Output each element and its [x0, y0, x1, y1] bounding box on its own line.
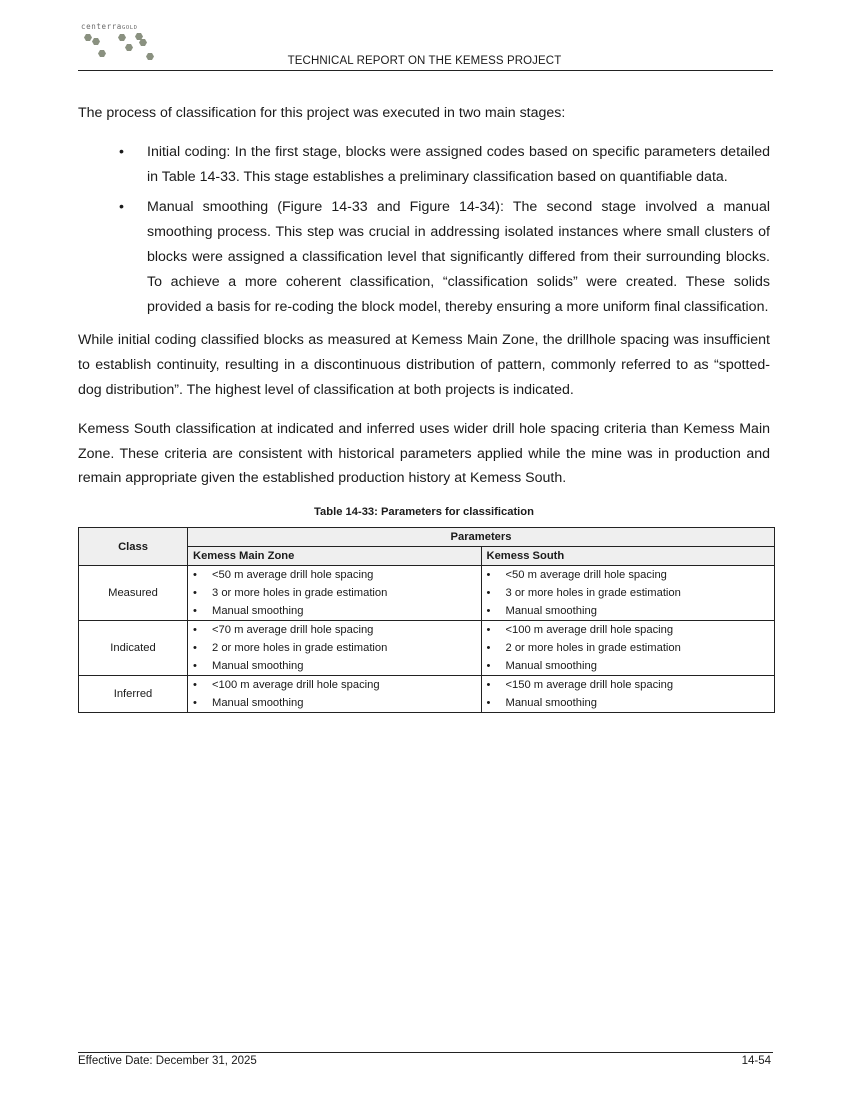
intro-paragraph: The process of classification for this project was executed in two main stages:	[78, 105, 566, 121]
south-cell: • <50 m average drill hole spacing • 3 or more holes in grade estimation • Manual smoothing	[481, 566, 775, 621]
header-parameters: Parameters	[188, 528, 775, 547]
class-cell: Measured	[79, 566, 188, 621]
header-class: Class	[79, 528, 188, 566]
table-row	[79, 621, 775, 676]
table-row	[79, 676, 775, 713]
main-content	[78, 101, 770, 713]
main-zone-cell: • <100 m average drill hole spacing • Manual smoothing	[188, 676, 482, 713]
header-divider	[78, 70, 773, 71]
south-cell: • <100 m average drill hole spacing • 2 or more holes in grade estimation • Manual smoothing	[481, 621, 775, 676]
effective-date: Effective Date: December 31, 2025	[78, 1055, 257, 1067]
bullet-icon: •	[119, 143, 124, 160]
bullet-icon: •	[119, 199, 124, 216]
class-cell: Inferred	[79, 676, 188, 713]
logo-wordmark: centerraGOLD	[81, 22, 138, 31]
table-row	[79, 566, 775, 621]
body-paragraph: While initial coding classified blocks as measured at Kemess Main Zone, the drillhole spacing was insufficient to establish continuity, resulting in a discontinuous distribution of pattern, commonly referred to as “spotted-dog distribution”. The highest level of classification at both projects is indicated.	[78, 332, 770, 398]
south-cell: • <150 m average drill hole spacing • Manual smoothing	[481, 676, 775, 713]
header-south: Kemess South	[481, 547, 775, 566]
main-zone-cell: • <50 m average drill hole spacing • 3 or more holes in grade estimation • Manual smoothing	[188, 566, 482, 621]
classification-table	[78, 527, 775, 713]
header-main-zone: Kemess Main Zone	[188, 547, 482, 566]
footer-divider	[78, 1052, 773, 1053]
table-caption: Table 14-33: Parameters for classification	[314, 506, 534, 519]
body-paragraph: Kemess South classification at indicated and inferred uses wider drill hole spacing criteria than Kemess Main Zone. These criteria are consistent with historical parameters applied while the mine was in production and remain appropriate given the established production history at Kemess South.	[78, 420, 770, 487]
report-title: TECHNICAL REPORT ON THE KEMESS PROJECT	[287, 55, 562, 67]
stages-list	[78, 140, 770, 320]
list-item: • Initial coding: In the first stage, blocks were assigned codes based on specific parameters detailed in Table 14-33. This stage establishes a preliminary classification based on quantifiable data.	[78, 140, 770, 190]
page-number: 14-54	[741, 1055, 771, 1067]
list-item: • Manual smoothing (Figure 14-33 and Figure 14-34): The second stage involved a manual smoothing process. This step was crucial in addressing isolated instances where small clusters of blocks were assigned a classification level that significantly differed from their surrounding blocks. To achieve a more coherent classification, “classification solids” were created. These solids provided a basis for re-coding the block model, thereby ensuring a more uniform final classification.	[78, 195, 770, 319]
class-cell: Indicated	[79, 621, 188, 676]
main-zone-cell: • <70 m average drill hole spacing • 2 or more holes in grade estimation • Manual smoothing	[188, 621, 482, 676]
